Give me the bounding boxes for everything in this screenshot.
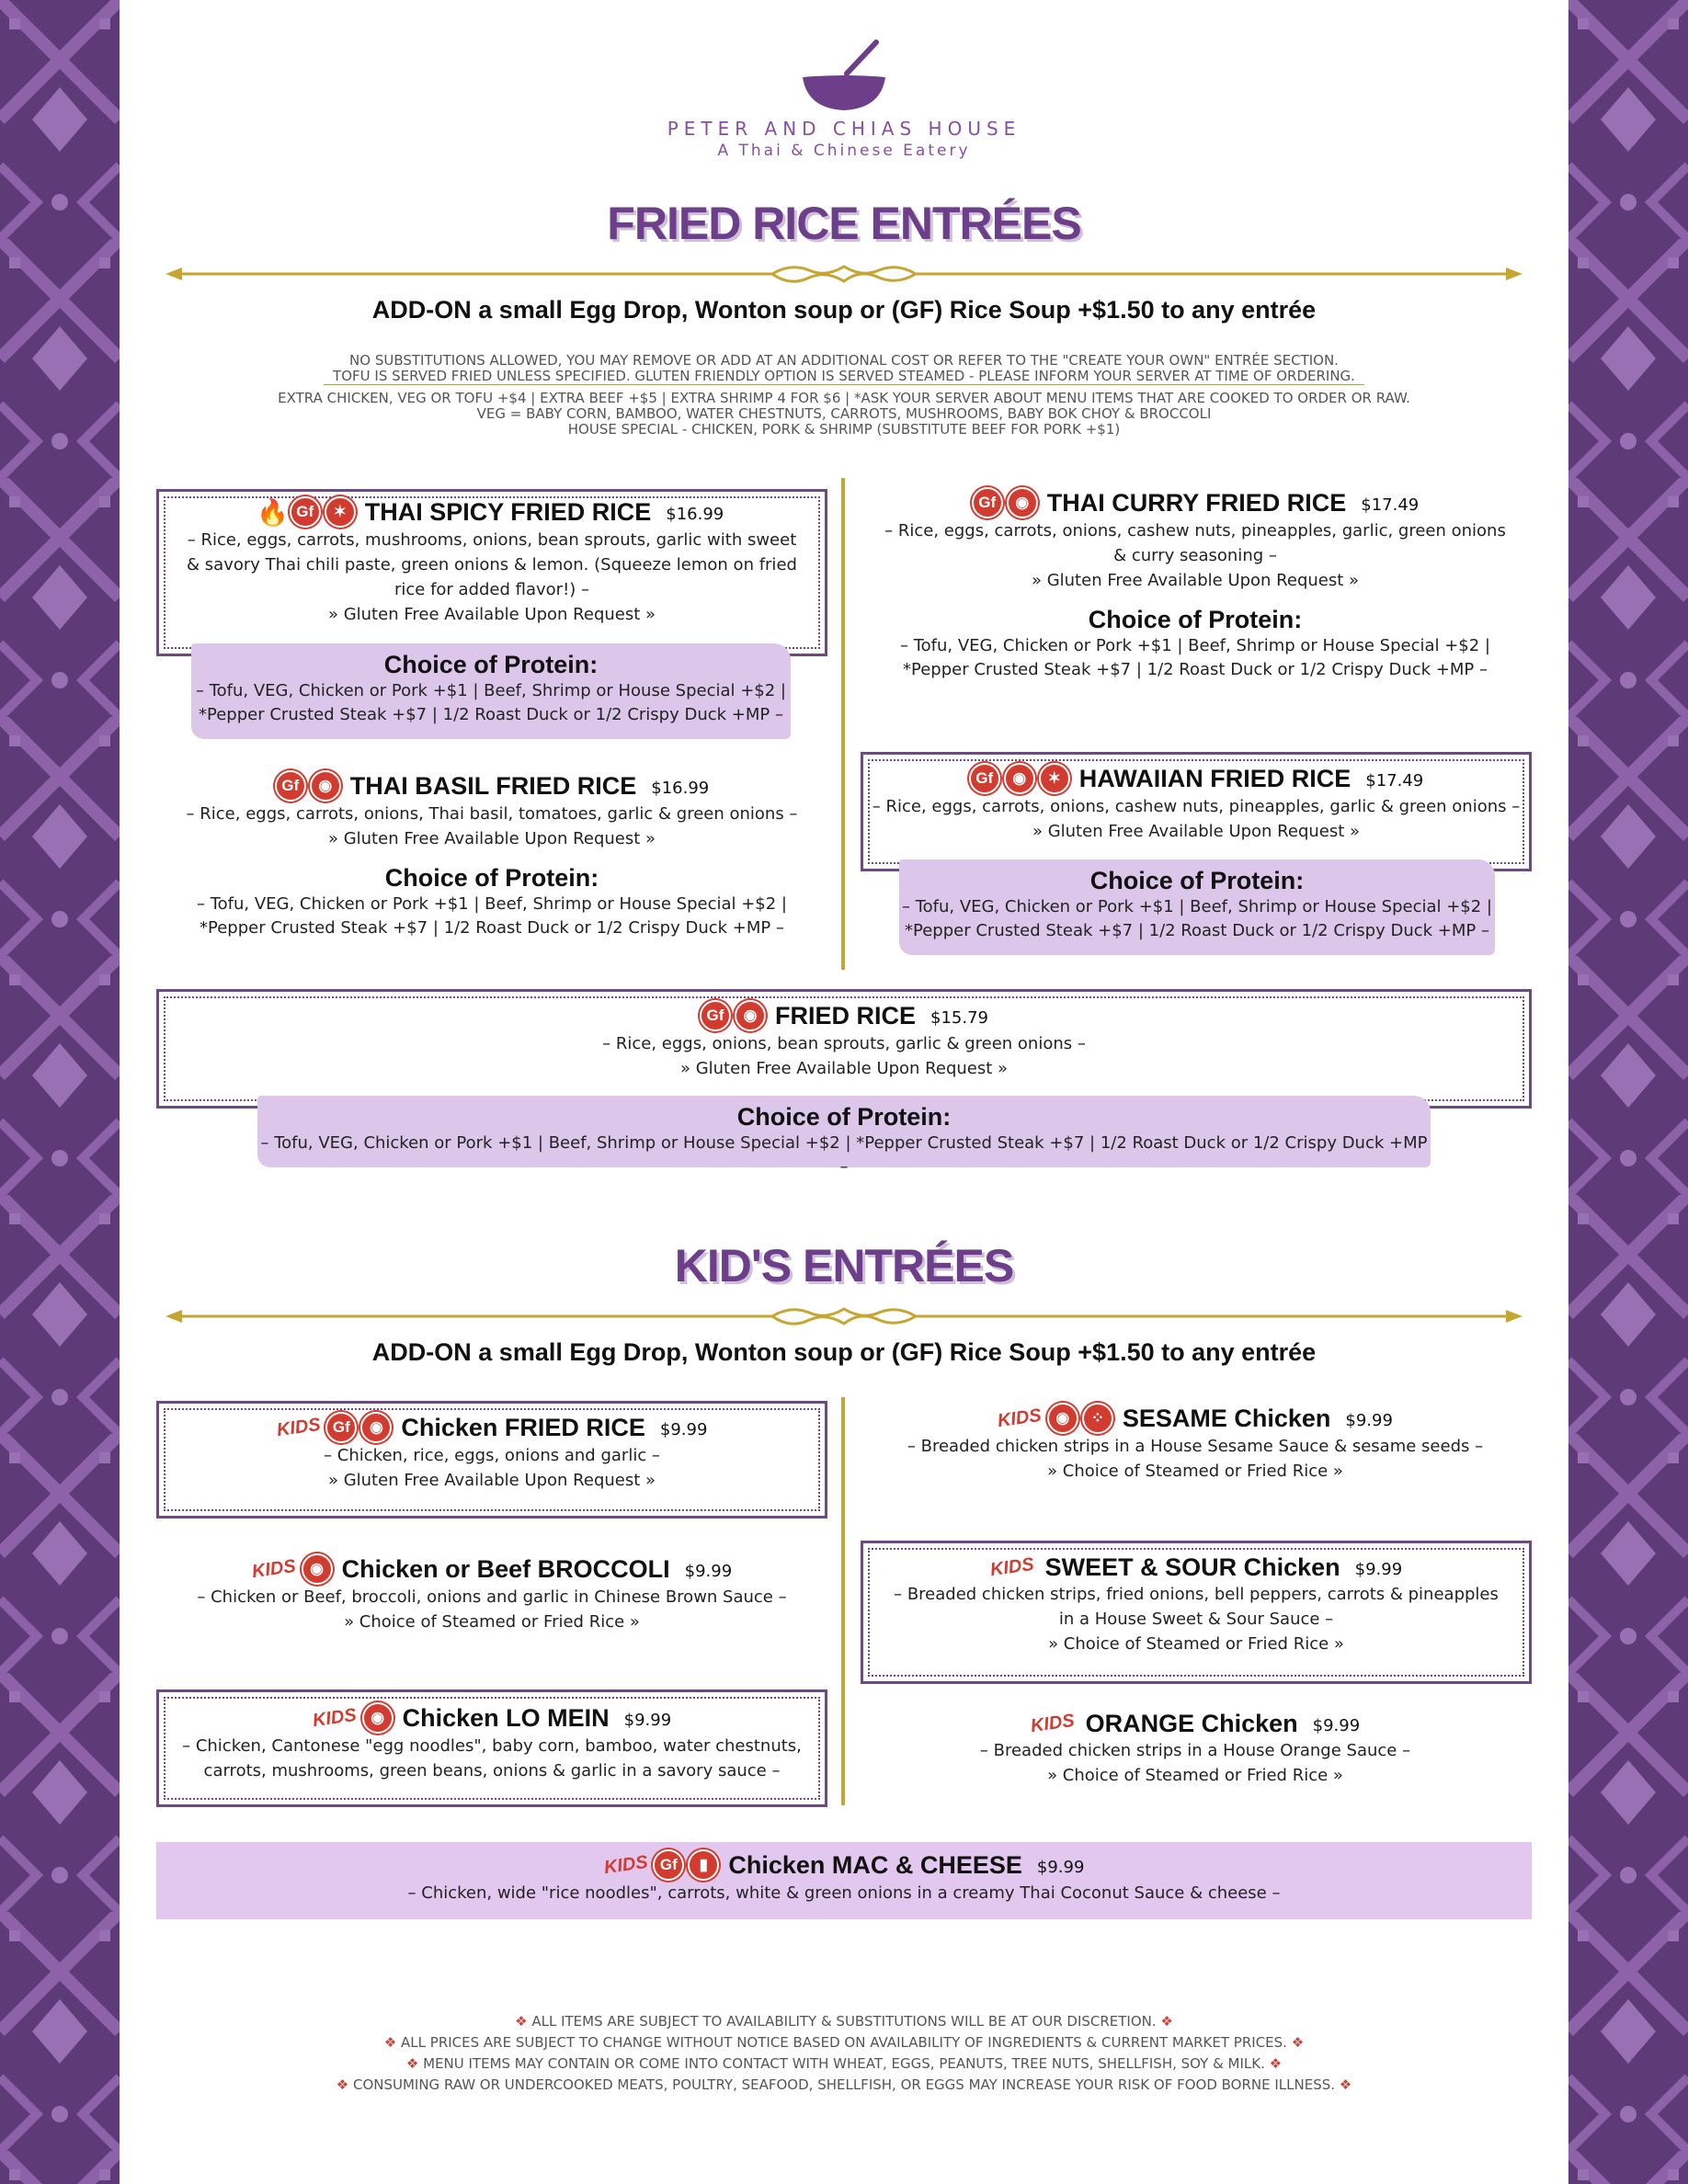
footer-line: ALL PRICES ARE SUBJECT TO CHANGE WITHOUT NOTICE BASED ON AVAILABILITY OF INGREDIENTS & CURRENT MARKET PRICES.: [401, 2034, 1287, 2051]
item-rice-choice: » Choice of Steamed or Fried Rice »: [1048, 1634, 1344, 1654]
dairy-icon: ▮: [688, 1849, 719, 1881]
protein-title: Choice of Protein:: [384, 864, 599, 892]
menu-item-fried-rice: [160, 1000, 1528, 1081]
item-desc: rice for added flavor!) –: [393, 580, 590, 599]
protein-title: Choice of Protein:: [383, 651, 599, 678]
spicy-icon: 🔥: [257, 497, 290, 527]
kids-item-sesame-chicken: [864, 1403, 1526, 1484]
item-rice-choice: » Choice of Steamed or Fried Rice »: [1047, 1462, 1343, 1481]
diamond-icon: ❖: [515, 2013, 532, 2030]
diamond-icon: ❖: [1156, 2013, 1173, 2030]
protein-choice: [191, 643, 791, 739]
shellfish-icon: ◉: [360, 1412, 392, 1443]
shellfish-icon: ◉: [310, 770, 341, 802]
item-price: $16.99: [666, 504, 724, 524]
item-price: $17.49: [1361, 495, 1420, 515]
gold-divider: [165, 263, 1523, 285]
menu-item-thai-curry: [864, 487, 1526, 682]
item-price: $9.99: [684, 1561, 733, 1581]
column-divider: [841, 478, 845, 970]
kids-badge: KIDS: [275, 1414, 322, 1440]
protein-choice: [257, 1096, 1431, 1177]
kids-badge: KIDS: [602, 1851, 649, 1878]
item-desc: – Breaded chicken strips in a House Sesame Sauce & sesame seeds –: [907, 1437, 1484, 1456]
fried-addon: ADD-ON a small Egg Drop, Wonton soup or (GF) Rice Soup +$1.50 to any entrée: [371, 296, 1317, 324]
item-name: ORANGE Chicken: [1085, 1710, 1298, 1737]
item-price: $9.99: [1354, 1560, 1403, 1579]
item-desc: – Rice, eggs, carrots, onions, cashew nuts, pineapples, garlic, green onions: [884, 521, 1506, 540]
item-desc: – Rice, eggs, carrots, onions, Thai basil, tomatoes, garlic & green onions –: [186, 804, 798, 824]
gluten-free-icon: Gf: [325, 1412, 357, 1443]
item-name: THAI CURRY FRIED RICE: [1046, 488, 1347, 517]
item-price: $17.49: [1365, 770, 1424, 791]
kids-item-sweet-sour: [864, 1553, 1528, 1656]
protein-line: *Pepper Crusted Steak +$7 | 1/2 Roast Duck or 1/2 Crispy Duck +MP –: [199, 705, 783, 724]
protein-title: Choice of Protein:: [1089, 867, 1305, 894]
note-line: EXTRA CHICKEN, VEG OR TOFU +$4 | EXTRA BEEF +$5 | EXTRA SHRIMP 4 FOR $6 | *ASK YOUR SERVER ABOUT MENU ITEMS THAT ARE COOKED TO ORDER OR RAW.: [278, 390, 1410, 406]
shellfish-icon: ◉: [1007, 487, 1038, 518]
gluten-free-icon: Gf: [290, 496, 321, 528]
item-gf-note: » Gluten Free Available Upon Request »: [327, 1471, 656, 1490]
kids-badge: KIDS: [250, 1555, 297, 1582]
item-rice-choice: » Choice of Steamed or Fried Rice »: [344, 1612, 640, 1632]
item-gf-note: » Gluten Free Available Upon Request »: [1031, 571, 1360, 590]
protein-line: *Pepper Crusted Steak +$7 | 1/2 Roast Duck or 1/2 Crispy Duck +MP –: [200, 918, 784, 938]
kids-badge: KIDS: [311, 1704, 358, 1731]
item-price: $16.99: [651, 778, 710, 798]
diamond-icon: ❖: [383, 2034, 402, 2051]
item-name: SWEET & SOUR Chicken: [1044, 1553, 1340, 1581]
shellfish-icon: ◉: [1047, 1403, 1078, 1434]
menu-item-hawaiian: [864, 763, 1528, 844]
item-name: FRIED RICE: [775, 1001, 917, 1029]
item-desc: – Rice, eggs, carrots, mushrooms, onions, bean sprouts, garlic with sweet: [187, 530, 797, 550]
item-desc: – Chicken, Cantonese "egg noodles", baby corn, bamboo, water chestnuts,: [182, 1736, 802, 1756]
item-name: HAWAIIAN FRIED RICE: [1078, 764, 1352, 792]
protein-line: – Tofu, VEG, Chicken or Pork +$1 | Beef, Shrimp or House Special +$2 | *Pepper Crusted Steak +$7 | 1/2 Roast Duck or 1/2 Crispy Duck +MP –: [260, 1133, 1428, 1177]
item-price: $9.99: [1312, 1716, 1361, 1735]
shellfish-icon: ◉: [362, 1702, 393, 1734]
item-name: Chicken or Beef BROCCOLI: [341, 1554, 670, 1583]
gluten-free-icon: Gf: [653, 1849, 684, 1881]
logo: [120, 37, 1568, 160]
note-line: TOFU IS SERVED FRIED UNLESS SPECIFIED. GLUTEN FRIENDLY OPTION IS SERVED STEAMED - PLEASE INFORM YOUR SERVER AT TIME OF ORDERING.: [324, 369, 1364, 385]
kids-badge: KIDS: [988, 1553, 1035, 1581]
item-price: $15.79: [930, 1007, 988, 1028]
fried-section-title: FRIED RICE ENTRÉES: [607, 198, 1081, 249]
menu-item-thai-basil: [160, 770, 824, 940]
item-desc: – Breaded chicken strips in a House Orange Sauce –: [979, 1741, 1411, 1760]
kids-item-lo-mein: [160, 1702, 824, 1783]
item-gf-note: » Gluten Free Available Upon Request »: [327, 605, 656, 624]
item-name: THAI BASIL FRIED RICE: [349, 771, 637, 800]
protein-title: Choice of Protein:: [736, 1103, 952, 1131]
item-desc: carrots, mushrooms, green beans, onions & garlic in a savory sauce –: [203, 1761, 781, 1780]
gluten-free-icon: Gf: [700, 1000, 731, 1031]
item-rice-choice: » Choice of Steamed or Fried Rice »: [1047, 1766, 1343, 1785]
item-desc: & savory Thai chili paste, green onions & lemon. (Squeeze lemon on fried: [187, 555, 797, 574]
gold-divider: [165, 1305, 1523, 1327]
gluten-free-icon: Gf: [969, 763, 1000, 794]
footer-disclaimers: [120, 2011, 1568, 2096]
item-gf-note: » Gluten Free Available Upon Request »: [679, 1059, 1009, 1078]
diamond-icon: ❖: [405, 2055, 424, 2072]
crab-icon: ✶: [325, 496, 356, 528]
item-price: $9.99: [1036, 1857, 1085, 1877]
kids-item-mac-cheese: [160, 1849, 1528, 1905]
crab-icon: ✶: [1039, 763, 1070, 794]
item-desc: – Chicken or Beef, broccoli, onions and garlic in Chinese Brown Sauce –: [197, 1587, 787, 1607]
item-name: Chicken MAC & CHEESE: [728, 1850, 1022, 1879]
gluten-free-icon: Gf: [275, 770, 306, 802]
item-desc: in a House Sweet & Sour Sauce –: [1058, 1610, 1334, 1629]
item-price: $9.99: [623, 1710, 672, 1730]
left-pattern-border: [0, 0, 120, 2184]
protein-line: – Tofu, VEG, Chicken or Pork +$1 | Beef, Shrimp or House Special +$2 |: [195, 681, 786, 700]
item-price: $9.99: [1345, 1410, 1393, 1430]
kids-addon: ADD-ON a small Egg Drop, Wonton soup or (GF) Rice Soup +$1.50 to any entrée: [371, 1338, 1317, 1366]
protein-line: *Pepper Crusted Steak +$7 | 1/2 Roast Duck or 1/2 Crispy Duck +MP –: [905, 921, 1489, 940]
item-desc: & curry seasoning –: [1113, 546, 1277, 565]
item-gf-note: » Gluten Free Available Upon Request »: [1032, 822, 1361, 841]
kids-item-orange-chicken: [864, 1710, 1526, 1788]
footer-line: MENU ITEMS MAY CONTAIN OR COME INTO CONTACT WITH WHEAT, EGGS, PEANUTS, TREE NUTS, SHELLFISH, SOY & MILK.: [423, 2055, 1265, 2072]
item-name: THAI SPICY FRIED RICE: [364, 497, 652, 526]
gluten-free-icon: Gf: [972, 487, 1003, 518]
protein-line: – Tofu, VEG, Chicken or Pork +$1 | Beef, Shrimp or House Special +$2 |: [196, 894, 787, 914]
shellfish-icon: ◉: [302, 1553, 333, 1585]
diamond-icon: ❖: [1264, 2055, 1283, 2072]
kids-item-chicken-fried-rice: [160, 1412, 824, 1493]
fried-notes: [120, 353, 1568, 438]
protein-line: – Tofu, VEG, Chicken or Pork +$1 | Beef, Shrimp or House Special +$2 |: [899, 636, 1490, 655]
footer-line: ALL ITEMS ARE SUBJECT TO AVAILABILITY & SUBSTITUTIONS WILL BE AT OUR DISCRETION.: [531, 2013, 1157, 2030]
column-divider: [841, 1397, 845, 1805]
bowl-icon: [793, 37, 895, 110]
kids-item-broccoli: [160, 1553, 824, 1634]
brand-tagline: A Thai & Chinese Eatery: [717, 142, 971, 160]
diamond-icon: ❖: [336, 2076, 353, 2093]
kids-badge: KIDS: [1029, 1710, 1076, 1737]
protein-line: – Tofu, VEG, Chicken or Pork +$1 | Beef, Shrimp or House Special +$2 |: [901, 897, 1492, 916]
footer-line: CONSUMING RAW OR UNDERCOOKED MEATS, POULTRY, SEAFOOD, SHELLFISH, OR EGGS MAY INCREASE YOUR RISK OF FOOD BORNE ILLNESS.: [352, 2076, 1336, 2093]
shellfish-icon: ◉: [735, 1000, 766, 1031]
kids-section-title: KID'S ENTRÉES: [674, 1240, 1014, 1291]
item-gf-note: » Gluten Free Available Upon Request »: [327, 829, 656, 848]
item-name: SESAME Chicken: [1122, 1404, 1331, 1432]
right-pattern-border: [1568, 0, 1688, 2184]
note-line: VEG = BABY CORN, BAMBOO, WATER CHESTNUTS, CARROTS, MUSHROOMS, BABY BOK CHOY & BROCCOLI: [476, 405, 1212, 422]
item-name: Chicken FRIED RICE: [401, 1413, 645, 1441]
note-line: HOUSE SPECIAL - CHICKEN, PORK & SHRIMP (SUBSTITUTE BEEF FOR PORK +$1): [567, 421, 1121, 438]
item-desc: – Chicken, rice, eggs, onions and garlic –: [324, 1446, 660, 1465]
protein-choice: [899, 859, 1495, 955]
protein-line: *Pepper Crusted Steak +$7 | 1/2 Roast Duck or 1/2 Crispy Duck +MP –: [903, 660, 1488, 679]
menu-item-thai-spicy: [160, 496, 824, 627]
item-desc: – Rice, eggs, onions, bean sprouts, garlic & green onions –: [602, 1034, 1086, 1053]
item-price: $9.99: [659, 1419, 708, 1439]
brand-name: PETER AND CHIAS HOUSE: [667, 118, 1021, 140]
menu-page: [120, 0, 1568, 2184]
item-name: Chicken LO MEIN: [402, 1703, 610, 1732]
item-desc: – Chicken, wide "rice noodles", carrots, white & green onions in a creamy Thai Coconut Sauce & cheese –: [407, 1883, 1281, 1903]
kids-badge: KIDS: [996, 1405, 1044, 1431]
protein-title: Choice of Protein:: [1088, 606, 1303, 633]
diamond-icon: ❖: [1335, 2076, 1352, 2093]
item-desc: – Breaded chicken strips, fried onions, bell peppers, carrots & pineapples: [894, 1585, 1499, 1604]
shellfish-icon: ◉: [1004, 763, 1035, 794]
diamond-icon: ❖: [1286, 2034, 1305, 2051]
note-line: NO SUBSTITUTIONS ALLOWED, YOU MAY REMOVE OR ADD AT AN ADDITIONAL COST OR REFER TO THE "CREATE YOUR OWN" ENTRÉE SECTION.: [349, 352, 1339, 369]
item-desc: – Rice, eggs, carrots, onions, cashew nuts, pineapples, garlic & green onions –: [872, 797, 1521, 816]
sesame-icon: ⁘: [1082, 1403, 1113, 1434]
